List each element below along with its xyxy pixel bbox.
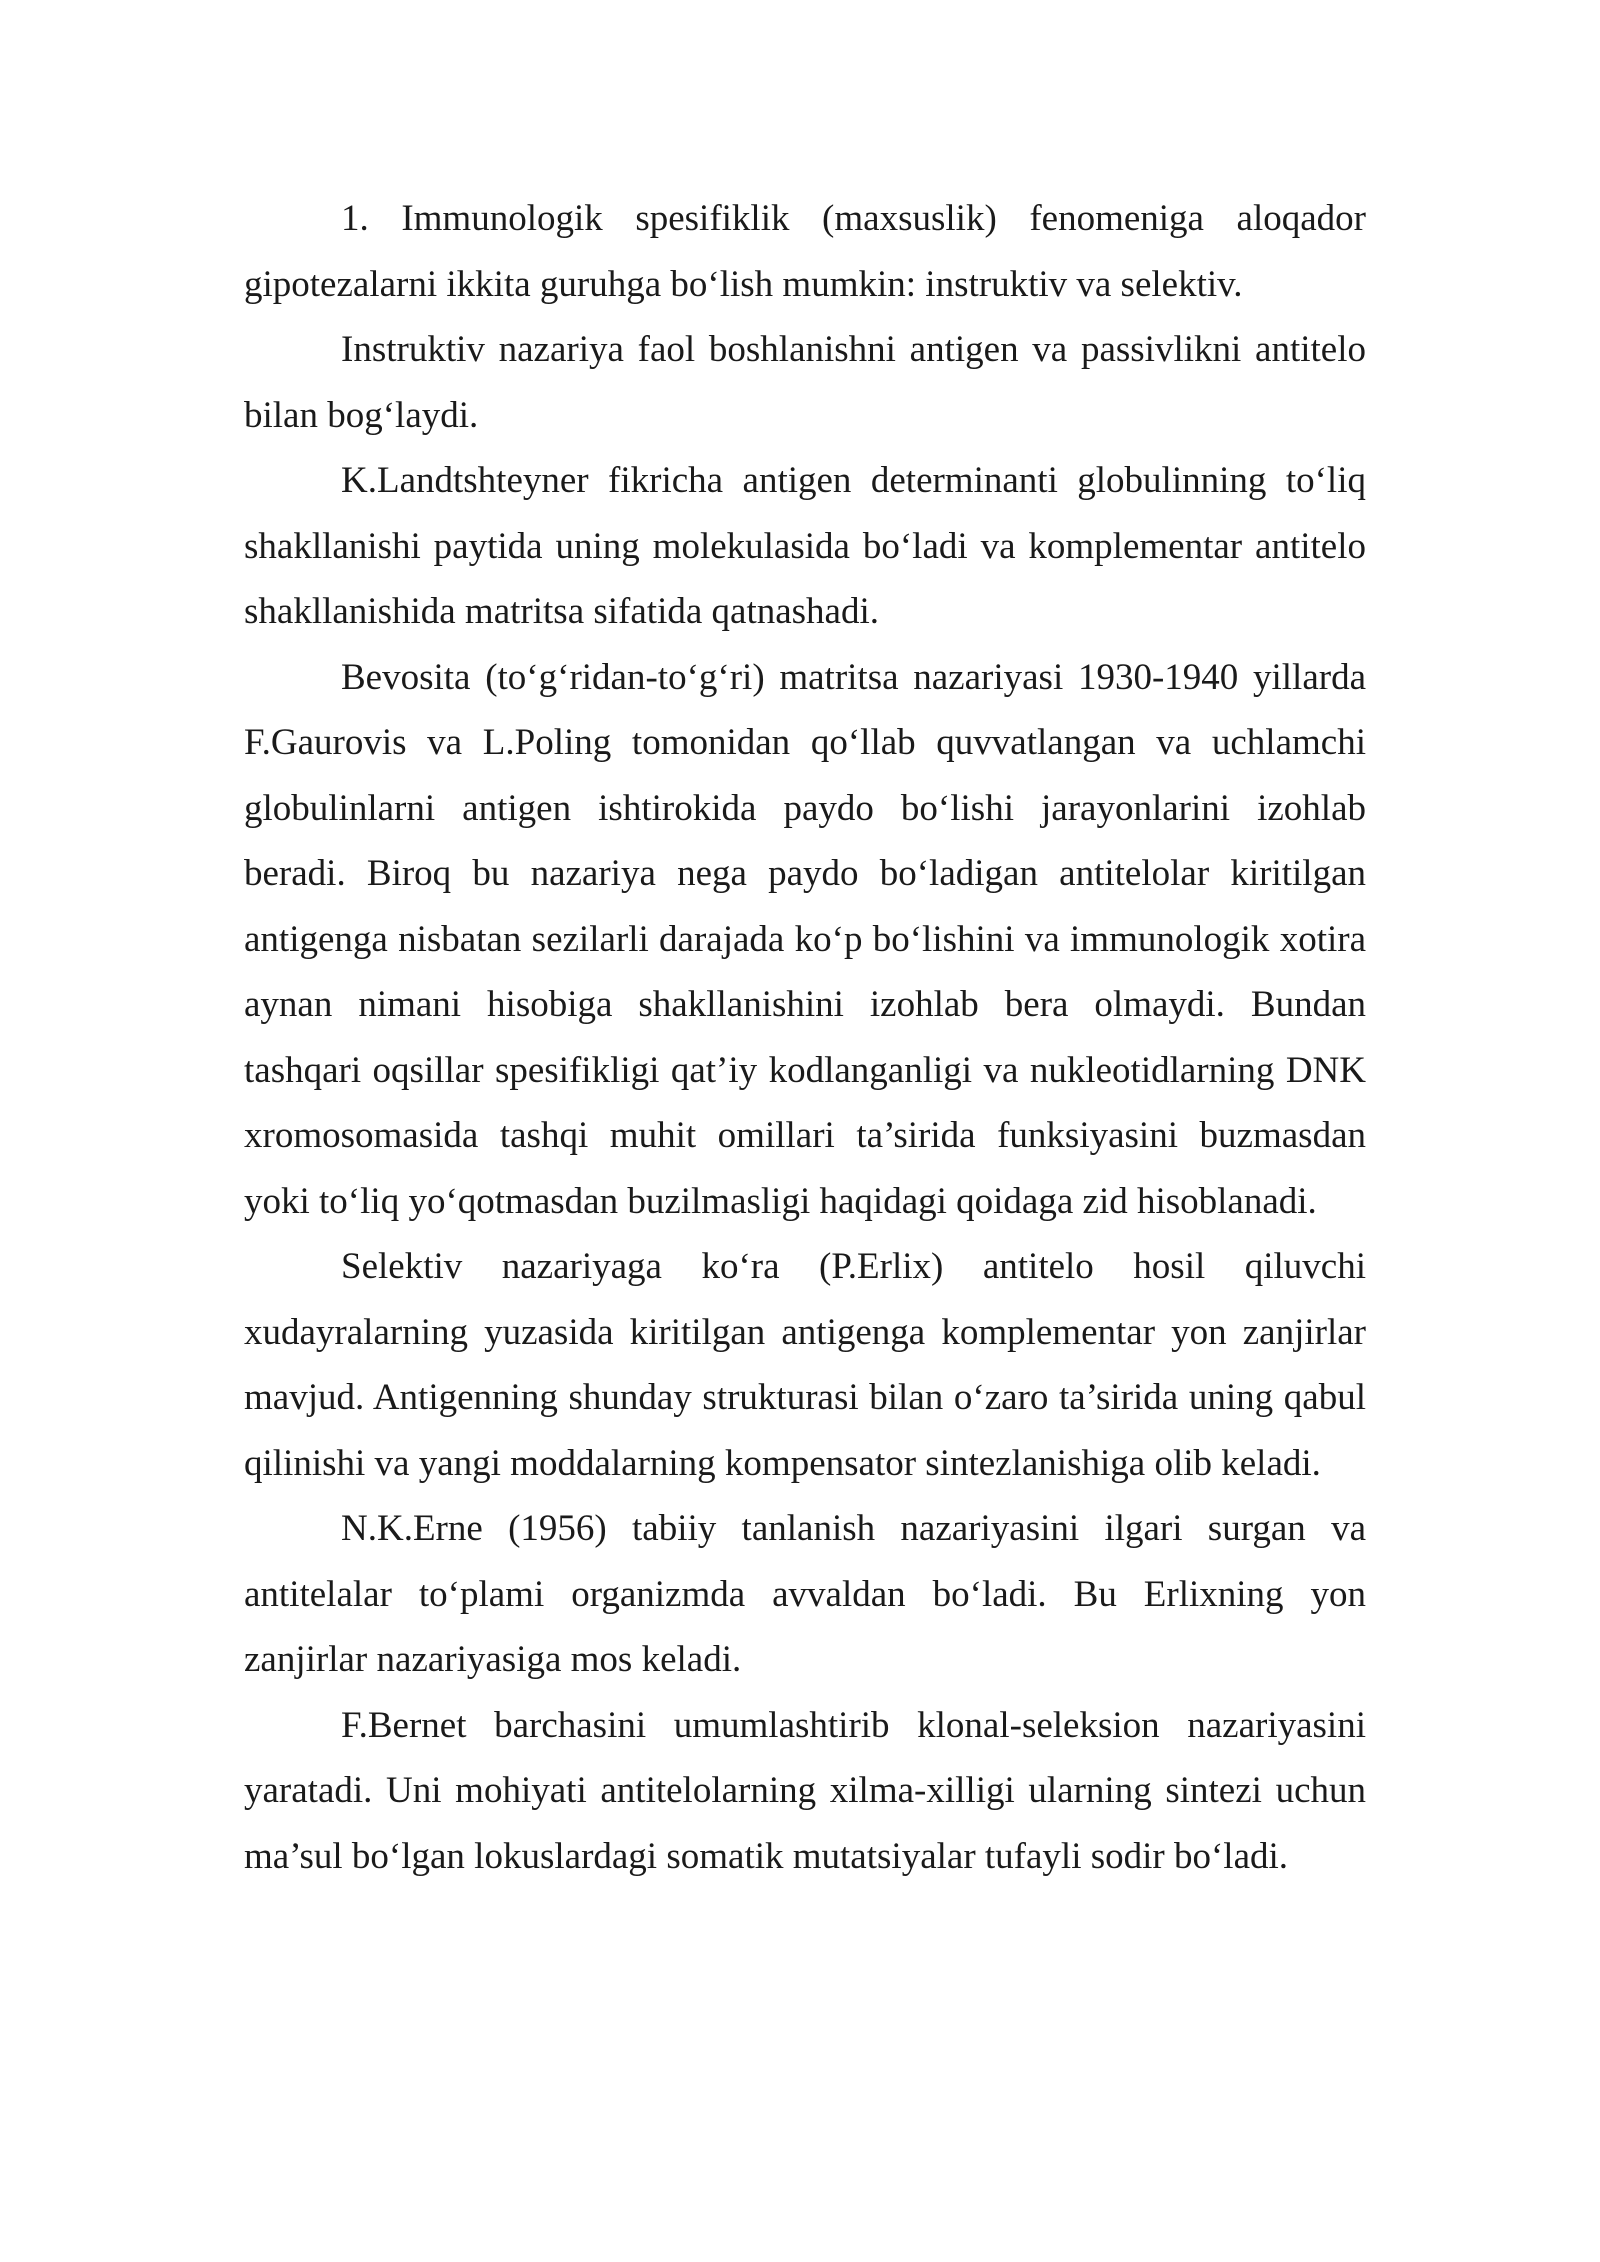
paragraph-burnet-clonal-selection: F.Bernet barchasini umumlashtirib klonal-seleksion nazariyasini yaratadi. Uni mohiyati antitelolarning xilma-xilligi ularning sintezi uchun ma’sul bo‘lgan lokuslardagi somatik mutatsiyalar tufayli sodir bo‘ladi. [244, 1704, 1366, 1877]
paragraph-instructive-theory: Instruktiv nazariya faol boshlanishni antigen va passivlikni antitelo bilan bog‘laydi. [244, 329, 1366, 436]
paragraph-jerne-natural-selection: N.K.Erne (1956) tabiiy tanlanish nazariyasini ilgari surgan va antitelalar to‘plami organizmda avvaldan bo‘ladi. Bu Erlixning yon zanjirlar nazariyasiga mos keladi. [244, 1508, 1366, 1680]
paragraph-specificity-hypotheses: 1. Immunologik spesifiklik (maxsuslik) fenomeniga aloqador gipotezalarni ikkita guruhga bo‘lish mumkin: instruktiv va selektiv. [244, 198, 1366, 305]
document-page [244, 186, 1366, 1889]
paragraph-direct-matrix-theory: Bevosita (to‘g‘ridan-to‘g‘ri) matritsa nazariyasi 1930-1940 yillarda F.Gaurovis va L.Poling tomonidan qo‘llab quvvatlangan va uchlamchi globulinlarni antigen ishtirokida paydo bo‘lishi jarayonlarini izohlab beradi. Biroq bu nazariya nega paydo bo‘ladigan antitelolar kiritilgan antigenga nisbatan sezilarli darajada ko‘p bo‘lishini va immunologik xotira aynan nimani hisobiga shakllanishini izohlab bera olmaydi. Bundan tashqari oqsillar spesifikligi qat’iy kodlanganligi va nukleotidlarning DNK xromosomasida tashqi muhit omillari ta’sirida funksiyasini buzmasdan yoki to‘liq yo‘qotmasdan buzilmasligi haqidagi qoidaga zid hisoblanadi. [244, 656, 1366, 1222]
paragraph-selective-theory: Selektiv nazariyaga ko‘ra (P.Erlix) antitelo hosil qiluvchi xudayralarning yuzasida kiritilgan antigenga komplementar yon zanjirlar mavjud. Antigenning shunday strukturasi bilan o‘zaro ta’sirida uning qabul qilinishi va yangi moddalarning kompensator sintezlanishiga olib keladi. [244, 1246, 1366, 1484]
paragraph-landsteiner: K.Landtshteyner fikricha antigen determinanti globulinning to‘liq shakllanishi paytida uning molekulasida bo‘ladi va komplementar antitelo shakllanishida matritsa sifatida qatnashadi. [244, 460, 1366, 632]
